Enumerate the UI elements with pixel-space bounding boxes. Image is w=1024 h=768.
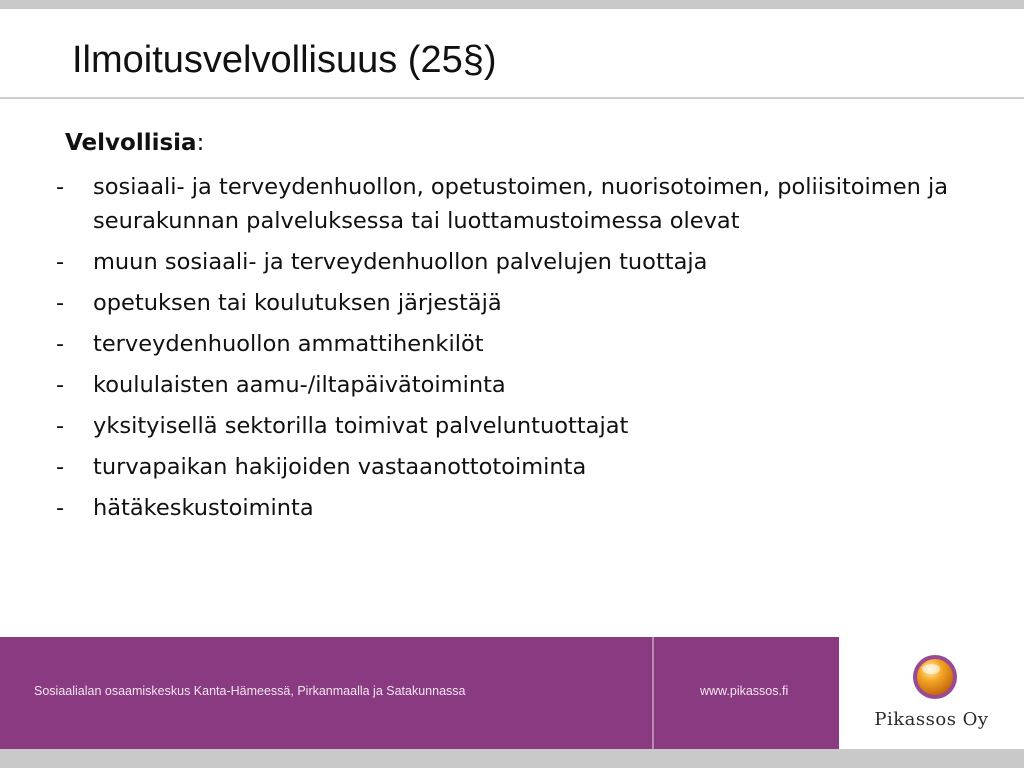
bullet-dash: - — [56, 372, 65, 398]
bullet-dash: - — [56, 290, 65, 316]
logo-text: Pikassos Oy — [874, 709, 989, 730]
top-gray-bar — [0, 0, 1024, 9]
list-item — [56, 450, 976, 484]
list-item — [56, 368, 976, 402]
footer-organization: Sosiaalialan osaamiskeskus Kanta-Hämeessä, Pirkanmaalla ja Satakunnassa — [34, 684, 466, 698]
list-item-text: turvapaikan hakijoiden vastaanottotoiminta — [93, 454, 587, 480]
bullet-dash: - — [56, 413, 65, 439]
list-item — [56, 327, 976, 361]
list-item-text: sosiaali- ja terveydenhuollon, opetustoimen, nuorisotoimen, poliisitoimen ja seurakunnan palveluksessa tai luottamustoimessa olevat — [93, 174, 949, 234]
slide-subtitle — [65, 127, 204, 159]
bullet-dash: - — [56, 249, 65, 275]
list-item — [56, 286, 976, 320]
slide-title: Ilmoitusvelvollisuus (25§) — [72, 39, 497, 81]
list-item — [56, 409, 976, 443]
bottom-gray-bar — [0, 749, 1024, 768]
list-item-text: muun sosiaali- ja terveydenhuollon palvelujen tuottaja — [93, 249, 708, 275]
bullet-dash: - — [56, 331, 65, 357]
list-item — [56, 245, 976, 279]
list-item-text: opetuksen tai koulutuksen järjestäjä — [93, 290, 502, 316]
bullet-list — [56, 170, 976, 532]
bullet-dash: - — [56, 454, 65, 480]
list-item — [56, 491, 976, 525]
list-item-text: terveydenhuollon ammattihenkilöt — [93, 331, 484, 357]
list-item — [56, 170, 976, 238]
bullet-dash: - — [56, 174, 65, 200]
title-divider — [0, 97, 1024, 99]
subtitle-bold: Velvollisia — [65, 130, 197, 156]
pikassos-orb-icon — [911, 653, 959, 701]
list-item-text: hätäkeskustoiminta — [93, 495, 314, 521]
footer-url-link[interactable]: www.pikassos.fi — [700, 684, 789, 698]
list-item-text: yksityisellä sektorilla toimivat palveluntuottajat — [93, 413, 629, 439]
subtitle-colon: : — [196, 130, 205, 156]
footer-divider — [652, 637, 654, 749]
bullet-dash: - — [56, 495, 65, 521]
logo-panel — [839, 637, 1024, 749]
list-item-text: koululaisten aamu-/iltapäivätoiminta — [93, 372, 506, 398]
